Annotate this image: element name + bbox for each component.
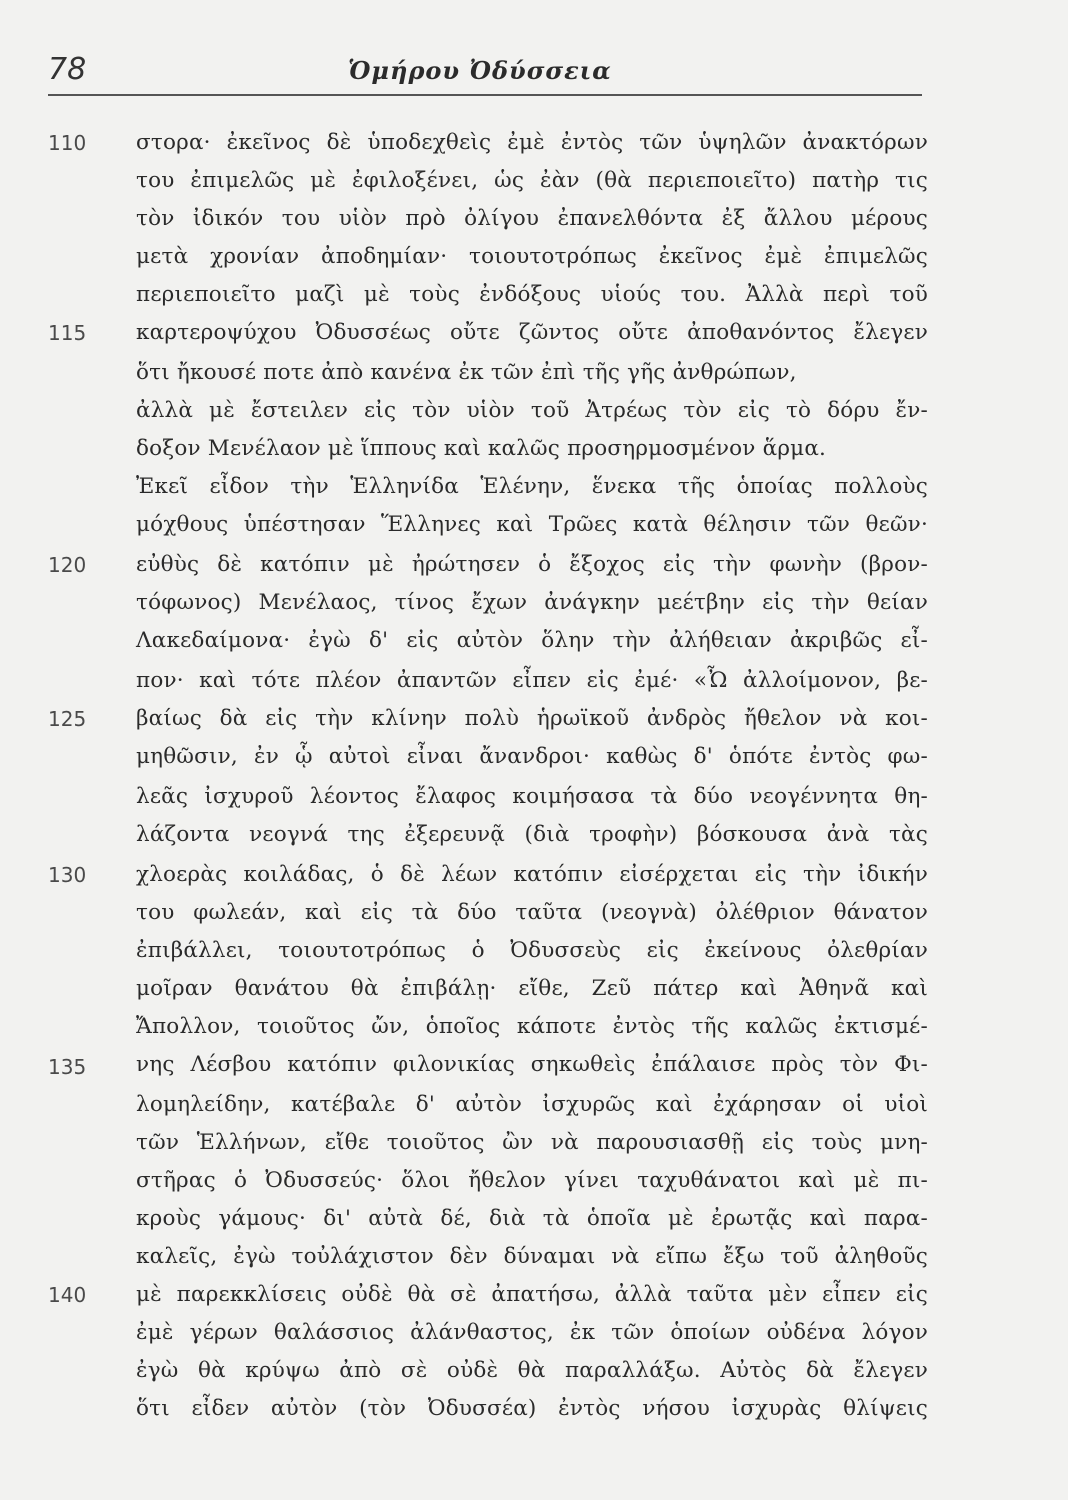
text-line: ὅτι ἤκουσέ ποτε ἀπὸ κανένα ἐκ τῶν ἐπὶ τῆς γῆς ἀνθρώπων,	[136, 360, 797, 385]
running-title: Ὁμήρου Ὀδύσσεια	[348, 56, 612, 85]
text-line: κροὺς γάμους· δι' αὐτὰ δέ, διὰ τὰ ὁποῖα μὲ ἐρωτᾷς καὶ παρα-	[136, 1206, 928, 1231]
text-line: του ἐπιμελῶς μὲ ἐφιλοξένει, ὡς ἐὰν (θὰ περιεποιεῖτο) πατὴρ τις	[136, 168, 928, 193]
text-line: λομηλείδην, κατέβαλε δ' αὐτὸν ἰσχυρῶς καὶ ἐχάρησαν οἱ υἱοὶ	[136, 1092, 928, 1117]
text-line: περιεποιεῖτο μαζὶ μὲ τοὺς ἐνδόξους υἱούς του. Ἀλλὰ περὶ τοῦ	[136, 282, 928, 307]
line-number: 125	[48, 707, 87, 731]
text-line: τόφωνος) Μενέλαος, τίνος ἔχων ἀνάγκην μεέτβην εἰς τὴν θείαν	[136, 590, 928, 615]
text-line: Ἐκεῖ εἶδον τὴν Ἑλληνίδα Ἑλένην, ἕνεκα τῆς ὁποίας πολλοὺς	[136, 474, 928, 499]
text-line: ἀλλὰ μὲ ἔστειλεν εἰς τὸν υἱὸν τοῦ Ἀτρέως τὸν εἰς τὸ δόρυ ἔν-	[136, 398, 928, 423]
text-line: λεᾶς ἰσχυροῦ λέοντος ἔλαφος κοιμήσασα τὰ δύο νεογέννητα θη-	[136, 784, 928, 809]
text-line: στῆρας ὁ Ὀδυσσεύς· ὅλοι ἤθελον γίνει ταχυθάνατοι καὶ μὲ πι-	[136, 1168, 928, 1193]
text-line: μετὰ χρονίαν ἀποδημίαν· τοιουτοτρόπως ἐκεῖνος ἐμὲ ἐπιμελῶς	[136, 244, 928, 269]
text-line: λάζοντα νεογνά της ἐξερευνᾷ (διὰ τροφὴν) βόσκουσα ἀνὰ τὰς	[136, 822, 928, 847]
text-line: μοῖραν θανάτου θὰ ἐπιβάλῃ· εἴθε, Ζεῦ πάτερ καὶ Ἀθηνᾶ καὶ	[136, 976, 928, 1001]
line-number: 140	[48, 1283, 87, 1307]
text-line: καρτεροψύχου Ὀδυσσέως οὔτε ζῶντος οὔτε ἀποθανόντος ἔλεγεν	[136, 320, 928, 345]
line-number: 110	[48, 131, 87, 155]
text-line: εὐθὺς δὲ κατόπιν μὲ ἠρώτησεν ὁ ἔξοχος εἰς τὴν φωνὴν (βρον-	[136, 552, 928, 577]
text-line: νης Λέσβου κατόπιν φιλονικίας σηκωθεὶς ἐπάλαισε πρὸς τὸν Φι-	[136, 1052, 928, 1077]
text-line: στορα· ἐκεῖνος δὲ ὑποδεχθεὶς ἐμὲ ἐντὸς τῶν ὑψηλῶν ἀνακτόρων	[136, 130, 928, 155]
text-line: πον· καὶ τότε πλέον ἀπαντῶν εἶπεν εἰς ἐμέ· «Ὦ ἀλλοίμονον, βε-	[136, 668, 928, 693]
text-line: δοξον Μενέλαον μὲ ἵππους καὶ καλῶς προσηρμοσμένον ἅρμα.	[136, 436, 827, 461]
text-line: βαίως δὰ εἰς τὴν κλίνην πολὺ ἡρωϊκοῦ ἀνδρὸς ἤθελον νὰ κοι-	[136, 706, 928, 731]
line-number: 130	[48, 863, 87, 887]
text-line: ἐμὲ γέρων θαλάσσιος ἀλάνθαστος, ἐκ τῶν ὁποίων οὐδένα λόγον	[136, 1320, 928, 1345]
text-line: τῶν Ἑλλήνων, εἴθε τοιοῦτος ὢν νὰ παρουσιασθῇ εἰς τοὺς μνη-	[136, 1130, 928, 1155]
line-number: 120	[48, 553, 87, 577]
text-line: μὲ παρεκκλίσεις οὐδὲ θὰ σὲ ἀπατήσω, ἀλλὰ ταῦτα μὲν εἶπεν εἰς	[136, 1282, 928, 1307]
line-number: 115	[48, 321, 87, 345]
text-line: Λακεδαίμονα· ἐγὼ δ' εἰς αὐτὸν ὅλην τὴν ἀλήθειαν ἀκριβῶς εἶ-	[136, 628, 928, 653]
page-number: 78	[48, 52, 87, 87]
text-line: του φωλεάν, καὶ εἰς τὰ δύο ταῦτα (νεογνὰ) ὀλέθριον θάνατον	[136, 900, 928, 925]
text-line: καλεῖς, ἐγὼ τοὐλάχιστον δὲν δύναμαι νὰ εἴπω ἔξω τοῦ ἀληθοῦς	[136, 1244, 928, 1269]
text-line: μηθῶσιν, ἐν ᾧ αὐτοὶ εἶναι ἄνανδροι· καθὼς δ' ὁπότε ἐντὸς φω-	[136, 744, 928, 769]
text-line: ὅτι εἶδεν αὐτὸν (τὸν Ὀδυσσέα) ἐντὸς νήσου ἰσχυρὰς θλίψεις	[136, 1396, 928, 1421]
text-line: ἐγὼ θὰ κρύψω ἀπὸ σὲ οὐδὲ θὰ παραλλάξω. Αὐτὸς δὰ ἔλεγεν	[136, 1358, 928, 1383]
text-line: τὸν ἰδικόν του υἱὸν πρὸ ὀλίγου ἐπανελθόντα ἐξ ἄλλου μέρους	[136, 206, 928, 231]
text-line: ἐπιβάλλει, τοιουτοτρόπως ὁ Ὀδυσσεὺς εἰς ἐκείνους ὀλεθρίαν	[136, 938, 928, 963]
text-line: μόχθους ὑπέστησαν Ἕλληνες καὶ Τρῶες κατὰ θέλησιν τῶν θεῶν·	[136, 512, 928, 537]
line-number: 135	[48, 1055, 87, 1079]
text-line: Ἄπολλον, τοιοῦτος ὤν, ὁποῖος κάποτε ἐντὸς τῆς καλῶς ἐκτισμέ-	[136, 1014, 928, 1039]
text-line: χλοερὰς κοιλάδας, ὁ δὲ λέων κατόπιν εἰσέρχεται εἰς τὴν ἰδικήν	[136, 862, 928, 887]
